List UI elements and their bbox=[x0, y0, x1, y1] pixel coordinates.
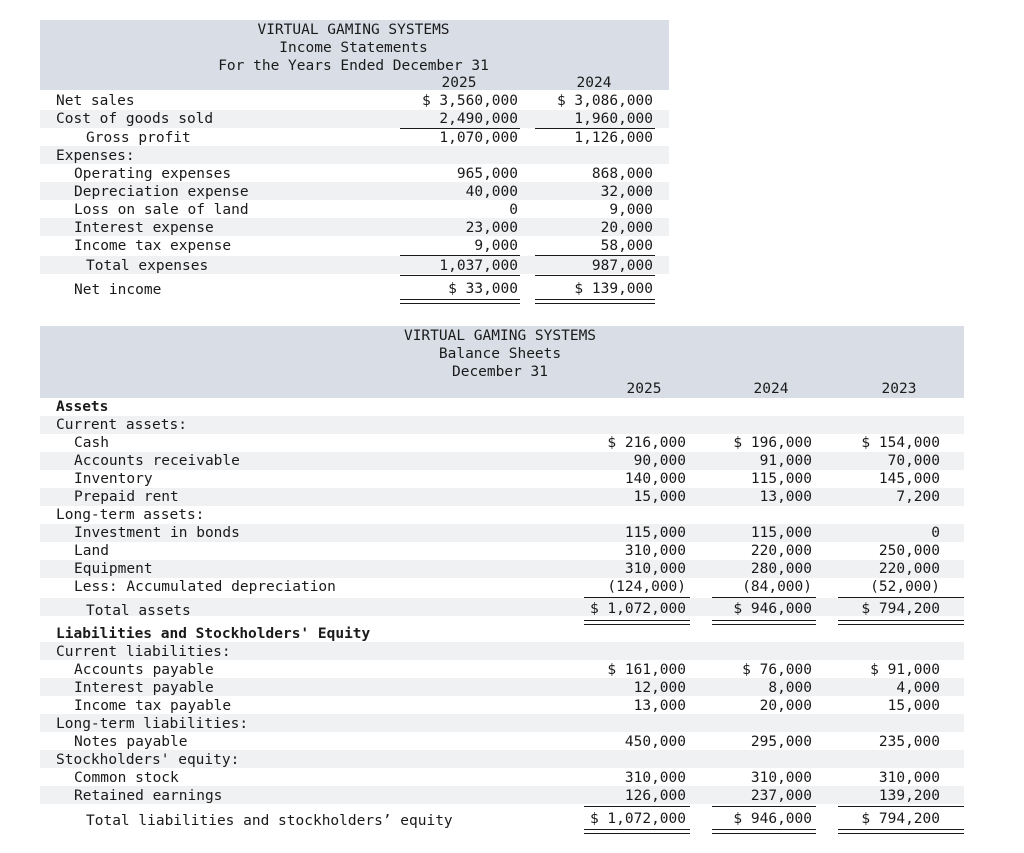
balance-value: 310,000 bbox=[624, 543, 686, 559]
balance-value: 90,000 bbox=[633, 453, 686, 469]
balance-value: 0 bbox=[931, 525, 940, 541]
income-row-label: Expenses: bbox=[56, 148, 135, 164]
balance-value: $ 946,000 bbox=[733, 601, 812, 617]
balance-value: 450,000 bbox=[624, 734, 686, 750]
income-value: 40,000 bbox=[465, 184, 518, 200]
balance-row-label: Current assets: bbox=[56, 417, 187, 433]
balance-value: 12,000 bbox=[633, 680, 686, 696]
income-value: 2,490,000 bbox=[439, 111, 518, 127]
income-company: VIRTUAL GAMING SYSTEMS bbox=[257, 22, 450, 38]
balance-value: $ 154,000 bbox=[861, 435, 940, 451]
income-row-label: Gross profit bbox=[86, 130, 191, 146]
income-title: Income Statements bbox=[279, 40, 428, 56]
balance-row-label: Long-term assets: bbox=[56, 507, 205, 523]
income-row-label: Interest expense bbox=[74, 220, 214, 236]
balance-row-label: Stockholders' equity: bbox=[56, 752, 240, 768]
balance-value: (52,000) bbox=[870, 579, 940, 595]
income-row-label: Net sales bbox=[56, 93, 135, 109]
subtotal-rule bbox=[838, 806, 964, 807]
balance-value: 139,200 bbox=[878, 788, 940, 804]
income-value: 20,000 bbox=[600, 220, 653, 236]
income-row-label: Cost of goods sold bbox=[56, 111, 214, 127]
balance-year-2025: 2025 bbox=[626, 381, 662, 397]
total-double-rule bbox=[535, 299, 655, 304]
balance-value: 4,000 bbox=[896, 680, 940, 696]
balance-row-label: Investment in bonds bbox=[74, 525, 240, 541]
total-double-rule bbox=[838, 620, 964, 625]
total-double-rule bbox=[584, 620, 690, 625]
income-value: 1,960,000 bbox=[574, 111, 653, 127]
balance-year-2024: 2024 bbox=[753, 381, 789, 397]
balance-row-label: Notes payable bbox=[74, 734, 188, 750]
subtotal-rule bbox=[535, 255, 655, 256]
balance-value: 220,000 bbox=[750, 543, 812, 559]
balance-value: 8,000 bbox=[768, 680, 812, 696]
total-double-rule bbox=[712, 829, 816, 834]
balance-value: 310,000 bbox=[624, 770, 686, 786]
balance-year-2023: 2023 bbox=[881, 381, 917, 397]
income-value: $ 3,086,000 bbox=[556, 93, 653, 109]
balance-value: $ 794,200 bbox=[861, 811, 940, 827]
total-double-rule bbox=[400, 299, 520, 304]
balance-row-label: Long-term liabilities: bbox=[56, 716, 249, 732]
balance-value: $ 794,200 bbox=[861, 601, 940, 617]
subtotal-rule bbox=[400, 275, 520, 276]
income-value: 58,000 bbox=[600, 238, 653, 254]
balance-value: $ 946,000 bbox=[733, 811, 812, 827]
balance-section-heading: Liabilities and Stockholders' Equity bbox=[56, 626, 371, 642]
balance-title: Balance Sheets bbox=[438, 346, 562, 362]
balance-row-label: Accounts payable bbox=[74, 662, 214, 678]
subtotal-rule bbox=[584, 806, 690, 807]
income-value: 9,000 bbox=[609, 202, 653, 218]
subtotal-rule bbox=[838, 597, 964, 598]
balance-value: 13,000 bbox=[633, 698, 686, 714]
balance-row-label: Accounts receivable bbox=[74, 453, 240, 469]
balance-value: 91,000 bbox=[759, 453, 812, 469]
balance-row-label: Income tax payable bbox=[74, 698, 232, 714]
subtotal-rule bbox=[584, 597, 690, 598]
balance-row-label: Total liabilities and stockholders’ equity bbox=[86, 813, 453, 829]
balance-value: 145,000 bbox=[878, 471, 940, 487]
income-value: 0 bbox=[509, 202, 518, 218]
balance-value: $ 161,000 bbox=[607, 662, 686, 678]
balance-value: $ 76,000 bbox=[742, 662, 812, 678]
balance-value: 115,000 bbox=[750, 471, 812, 487]
balance-company: VIRTUAL GAMING SYSTEMS bbox=[403, 328, 597, 344]
balance-value: 115,000 bbox=[624, 525, 686, 541]
balance-value: 310,000 bbox=[878, 770, 940, 786]
balance-value: 220,000 bbox=[878, 561, 940, 577]
balance-period: December 31 bbox=[451, 364, 549, 380]
balance-value: (124,000) bbox=[607, 579, 686, 595]
income-value: 1,037,000 bbox=[439, 258, 518, 274]
balance-value: 280,000 bbox=[750, 561, 812, 577]
income-value: 23,000 bbox=[465, 220, 518, 236]
income-year-2024: 2024 bbox=[576, 75, 612, 91]
balance-row-label: Equipment bbox=[74, 561, 153, 577]
balance-value: 70,000 bbox=[887, 453, 940, 469]
balance-value: 310,000 bbox=[624, 561, 686, 577]
balance-row-label: Current liabilities: bbox=[56, 644, 231, 660]
balance-value: $ 216,000 bbox=[607, 435, 686, 451]
balance-value: 15,000 bbox=[887, 698, 940, 714]
income-value: 987,000 bbox=[591, 258, 653, 274]
balance-value: 295,000 bbox=[750, 734, 812, 750]
income-value: 868,000 bbox=[591, 166, 653, 182]
balance-value: 235,000 bbox=[878, 734, 940, 750]
subtotal-rule bbox=[712, 597, 816, 598]
balance-row-label: Inventory bbox=[74, 471, 153, 487]
income-row-label: Operating expenses bbox=[74, 166, 232, 182]
balance-value: 140,000 bbox=[624, 471, 686, 487]
income-value: $ 139,000 bbox=[574, 281, 653, 297]
balance-row-label: Retained earnings bbox=[74, 788, 223, 804]
balance-value: 20,000 bbox=[759, 698, 812, 714]
subtotal-rule bbox=[535, 275, 655, 276]
balance-value: 13,000 bbox=[759, 489, 812, 505]
income-value: 9,000 bbox=[474, 238, 518, 254]
income-value: 32,000 bbox=[600, 184, 653, 200]
income-row-label: Depreciation expense bbox=[74, 184, 249, 200]
balance-value: 126,000 bbox=[624, 788, 686, 804]
balance-value: 310,000 bbox=[750, 770, 812, 786]
balance-value: $ 91,000 bbox=[870, 662, 940, 678]
balance-row-label: Less: Accumulated depreciation bbox=[74, 579, 336, 595]
subtotal-rule bbox=[400, 255, 520, 256]
income-year-2025: 2025 bbox=[441, 75, 477, 91]
income-value: 1,126,000 bbox=[574, 130, 653, 146]
balance-section-heading: Assets bbox=[56, 399, 109, 415]
balance-value: $ 196,000 bbox=[733, 435, 812, 451]
total-double-rule bbox=[838, 829, 964, 834]
balance-value: (84,000) bbox=[742, 579, 812, 595]
balance-value: 7,200 bbox=[896, 489, 940, 505]
subtotal-rule bbox=[712, 806, 816, 807]
balance-row-label: Land bbox=[74, 543, 109, 559]
balance-row-label: Common stock bbox=[74, 770, 179, 786]
income-row-label: Net income bbox=[74, 282, 162, 298]
balance-row-label: Total assets bbox=[86, 603, 191, 619]
income-value: $ 3,560,000 bbox=[421, 93, 518, 109]
income-row-label: Loss on sale of land bbox=[74, 202, 249, 218]
income-value: 1,070,000 bbox=[439, 130, 518, 146]
balance-value: 15,000 bbox=[633, 489, 686, 505]
income-value: $ 33,000 bbox=[448, 281, 518, 297]
income-row-label: Total expenses bbox=[86, 258, 209, 274]
balance-value: 115,000 bbox=[750, 525, 812, 541]
balance-value: $ 1,072,000 bbox=[589, 601, 686, 617]
income-period: For the Years Ended December 31 bbox=[218, 58, 489, 74]
income-row-label: Income tax expense bbox=[74, 238, 232, 254]
balance-row-label: Cash bbox=[74, 435, 109, 451]
balance-row-label: Interest payable bbox=[74, 680, 214, 696]
balance-value: 250,000 bbox=[878, 543, 940, 559]
balance-value: 237,000 bbox=[750, 788, 812, 804]
total-double-rule bbox=[712, 620, 816, 625]
total-double-rule bbox=[584, 829, 690, 834]
balance-value: $ 1,072,000 bbox=[589, 811, 686, 827]
balance-row-label: Prepaid rent bbox=[74, 489, 179, 505]
income-value: 965,000 bbox=[456, 166, 518, 182]
